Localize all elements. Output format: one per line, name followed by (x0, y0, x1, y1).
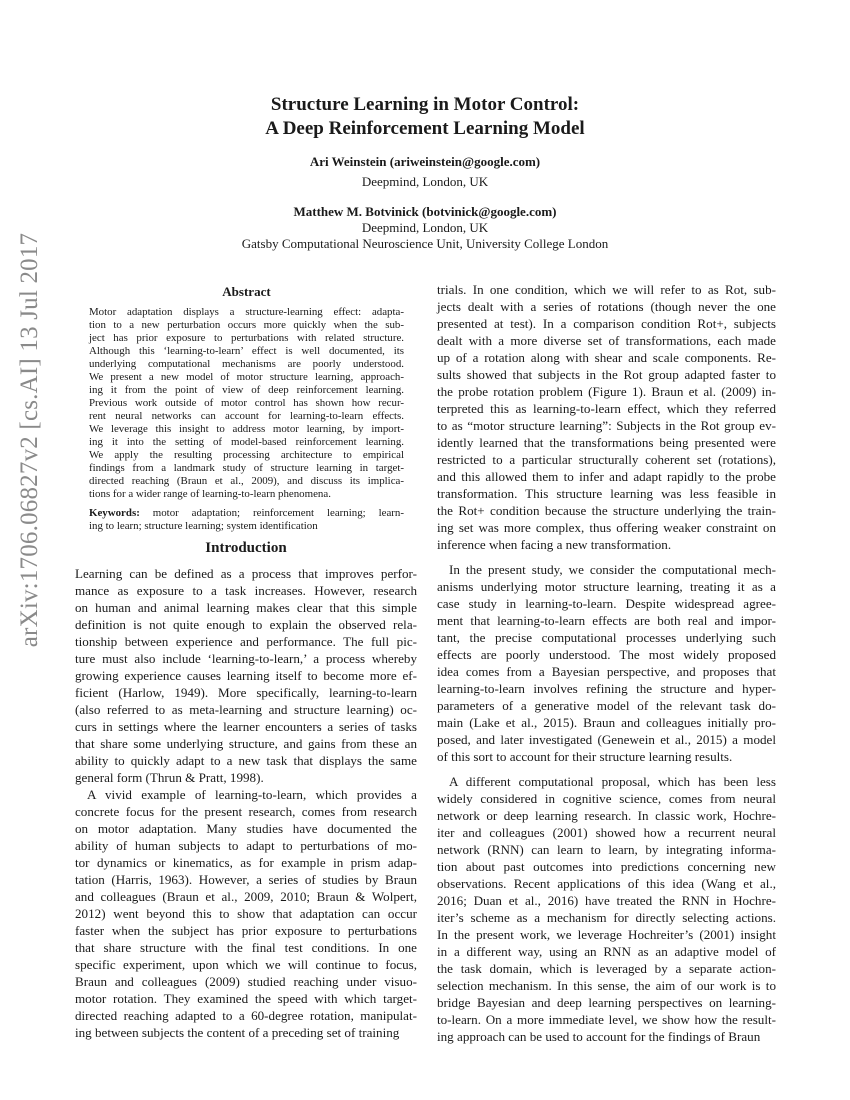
text-line: In the present study, we consider the computational mech- (449, 562, 776, 577)
text-line: tation (Harris, 1963). However, a series of studies by Braun (75, 872, 417, 887)
text-line: ing between subjects the content of a preceding set of training (75, 1025, 400, 1040)
text-line: network (RNN) can learn to learn, by integrating informa- (437, 842, 776, 857)
author-1-name: Ari Weinstein (ariweinstein@google.com) (309, 154, 541, 169)
text-line: transformation. This structure learning was less feasible in (437, 486, 776, 501)
text-line: tions for a wider range of learning-to-learn phenomena. (89, 488, 331, 500)
text-line: 2012) went beyond this to show that adaptation can occur (75, 906, 417, 921)
abstract-section (89, 284, 404, 533)
text-line: to-learn. On a more immediate level, we show how the result- (437, 1012, 776, 1027)
arxiv-identifier: arXiv:1706.06827v2 [cs.AI] 13 Jul 2017 (16, 232, 43, 648)
text-line: effects are poorly understood. The most widely proposed (437, 647, 776, 662)
text-line: concrete focus for the present research, comes from research (75, 804, 417, 819)
text-line: that share structure with the final test conditions. In one (75, 940, 417, 955)
text-line: A different computational proposal, which has been less (449, 774, 776, 789)
text-line: tion to a new perturbation occurs more quickly when the sub- (89, 319, 404, 331)
text-line: We apply the resulting processing architecture to empirical (89, 449, 404, 461)
text-line: tionship between experience and performance. The full pic- (75, 634, 417, 649)
text-line: the task domain, which is leveraged by a separate action- (437, 961, 776, 976)
author-2-name: Matthew M. Botvinick (botvinick@google.com) (293, 204, 557, 219)
text-line: of this sort to account for their structure learning results. (437, 749, 733, 764)
text-line: the probe rotation problem (Figure 1). Braun et al. (2009) in- (437, 384, 776, 399)
text-line: We leverage this insight to address motor learning, by import- (89, 423, 404, 435)
keywords-line: ing to learn; structure learning; system identification (89, 520, 318, 532)
text-line: We present a new model of motor structure learning, approach- (89, 371, 404, 383)
paragraph (437, 561, 776, 765)
keywords (89, 507, 404, 533)
text-line: directed reaching (Braun et al., 2009), and discuss its implica- (89, 475, 404, 487)
text-line: Braun and colleagues (2009) studied reaching under visuo- (75, 974, 417, 989)
text-line: parameters of a generative model of the relevant task do- (437, 698, 776, 713)
text-line: ject has prior exposure to perturbations with related structure. (89, 332, 404, 344)
paragraph (75, 565, 417, 786)
paragraph (437, 281, 776, 553)
abstract-heading: Abstract (222, 284, 271, 299)
introduction-heading: Introduction (205, 540, 287, 556)
text-line: mance as exposure to a task increases. However, research (75, 583, 417, 598)
paragraph (75, 786, 417, 1041)
text-line: findings from a landmark study of structure learning in target- (89, 462, 404, 474)
text-line: inference when facing a new transformation. (437, 537, 672, 552)
text-line: widely considered in cognitive science, comes from neural (437, 791, 776, 806)
text-line: Motor adaptation displays a structure-learning effect: adapta- (89, 306, 404, 318)
text-line: terpreted this as learning-to-learn effect, which they referred (437, 401, 776, 416)
text-line: ficient (Harlow, 1949). More specifically, learning-to-learn (75, 685, 417, 700)
text-line: and this allowed them to infer and adapt rapidly to the probe (437, 469, 776, 484)
text-line: directed reaching adapted to a 60-degree rotation, manipulat- (75, 1008, 417, 1023)
text-line: underlying computational mechanisms are poorly understood. (89, 358, 404, 370)
text-line: curs in settings where the learner encounters a series of tasks (75, 719, 417, 734)
text-line: ture must also include ‘learning-to-learn,’ a process whereby (75, 651, 417, 666)
text-line: bridge Bayesian and deep learning perspectives on learning- (437, 995, 776, 1010)
text-line: trials. In one condition, which we will refer to as Rot, sub- (437, 282, 776, 297)
text-line: growing experience causes learning itself to become more ef- (75, 668, 417, 683)
text-line: dealt with a more diverse set of transformations, each made (437, 333, 776, 348)
paragraph (437, 773, 776, 1045)
author-1-affiliation: Deepmind, London, UK (361, 174, 489, 189)
text-line: ing set was more complex, thus offering weaker constraint on (437, 520, 776, 535)
author-2-affiliation-2: Gatsby Computational Neuroscience Unit, University College London (241, 236, 609, 251)
text-line: ability to quickly adapt to a new task that displays the same (75, 753, 417, 768)
text-line: the Rot+ condition because the structure underlying the train- (437, 503, 776, 518)
author-2-affiliation-1: Deepmind, London, UK (361, 220, 489, 235)
text-line: ing it into the setting of model-based reinforcement learning. (89, 436, 404, 448)
text-line: observations. Recent applications of this idea (Wang et al., (437, 876, 776, 891)
text-line: iter and colleagues (2001) showed how a recurrent neural (437, 825, 776, 840)
text-line: restricted to a particular structurally coherent set (rotations), (437, 452, 776, 467)
left-column (75, 540, 417, 1041)
text-line: case study in learning-to-learn. Despite widespread agree- (437, 596, 776, 611)
abstract-body (89, 306, 404, 501)
paper-title-line-1: Structure Learning in Motor Control: (270, 94, 580, 115)
text-line: motor rotation. They examined the speed with which target- (75, 991, 417, 1006)
text-line: on human and animal learning makes clear that this simple (75, 600, 417, 615)
text-line: general form (Thrun & Pratt, 1998). (75, 770, 264, 785)
text-line: tor dynamics or kinematics, as for example in prism adap- (75, 855, 417, 870)
text-line: faster when the subject has prior exposure to perturbations (75, 923, 417, 938)
text-line: 2016; Duan et al., 2016) have treated the RNN in Hochre- (437, 893, 776, 908)
text-line: rent neural networks can account for learning-to-learn effects. (89, 410, 404, 422)
text-line: selection mechanism. In this sense, the aim of our work is to (437, 978, 776, 993)
text-line: posed, and later investigated (Genewein et al., 2015) a model (437, 732, 776, 747)
text-line: tant, the precise computational processes underlying such (437, 630, 776, 645)
text-line: in a different way, using an RNN as an adaptive model of (437, 944, 776, 959)
text-line: In the present work, we leverage Hochreiter’s (2001) insight (437, 927, 776, 942)
text-line: iter’s scheme as a mechanism for directly selecting actions. (437, 910, 776, 925)
text-line: to as “motor structure learning”: Subjects in the Rot group ev- (437, 418, 776, 433)
text-line: on motor adaptation. Many studies have documented the (75, 821, 417, 836)
text-line: (also referred to as meta-learning and structure learning) oc- (75, 702, 417, 717)
text-line: anisms underlying motor structure learning, treating it as a (437, 579, 776, 594)
text-line: specific experiment, upon which we will continue to focus, (75, 957, 417, 972)
text-line: learning-to-learn involves refining the structure and hyper- (437, 681, 776, 696)
text-line: Previous work outside of motor control has shown how recur- (89, 397, 404, 409)
text-line: sults showed that subjects in the Rot group adapted faster to (437, 367, 776, 382)
paper-title-line-2: A Deep Reinforcement Learning Model (265, 118, 585, 139)
text-line: network or deep learning research. In classic work, Hochre- (437, 808, 776, 823)
text-line: idently learned that the transformations being presented were (437, 435, 776, 450)
keywords-label: Keywords: (89, 507, 140, 519)
text-line: ing it from the point of view of deep reinforcement learning. (89, 384, 404, 396)
text-line: Although this ‘learning-to-learn’ effect is well documented, its (89, 345, 404, 357)
text-line: jects dealt with a series of rotations (though never the one (437, 299, 776, 314)
text-line: up of a rotation along with shear and scale components. Re- (437, 350, 776, 365)
right-column (437, 281, 776, 1045)
text-line: A vivid example of learning-to-learn, which provides a (87, 787, 417, 802)
text-line: presented at test). In a comparison condition Rot+, subjects (437, 316, 776, 331)
keywords-line: motor adaptation; reinforcement learning; learn- (152, 507, 404, 519)
text-line: ability of human subjects to adapt to perturbations of mo- (75, 838, 417, 853)
text-line: Learning can be defined as a process that improves perfor- (75, 566, 417, 581)
text-line: that share some underlying structure, and gains from these an (75, 736, 417, 751)
text-line: and colleagues (Braun et al., 2009, 2010; Braun & Wolpert, (75, 889, 417, 904)
text-line: idea comes from a Bayesian perspective, and proposes that (437, 664, 776, 679)
text-line: ment that learning-to-learn effects are both real and impor- (437, 613, 776, 628)
text-line: main (Lake et al., 2015). Braun and colleagues initially pro- (437, 715, 776, 730)
text-line: definition is not quite enough to explain the observed rela- (75, 617, 417, 632)
text-line: tion about past outcomes into predictions concerning new (437, 859, 776, 874)
text-line: ing approach can be used to account for the findings of Braun (437, 1029, 761, 1044)
